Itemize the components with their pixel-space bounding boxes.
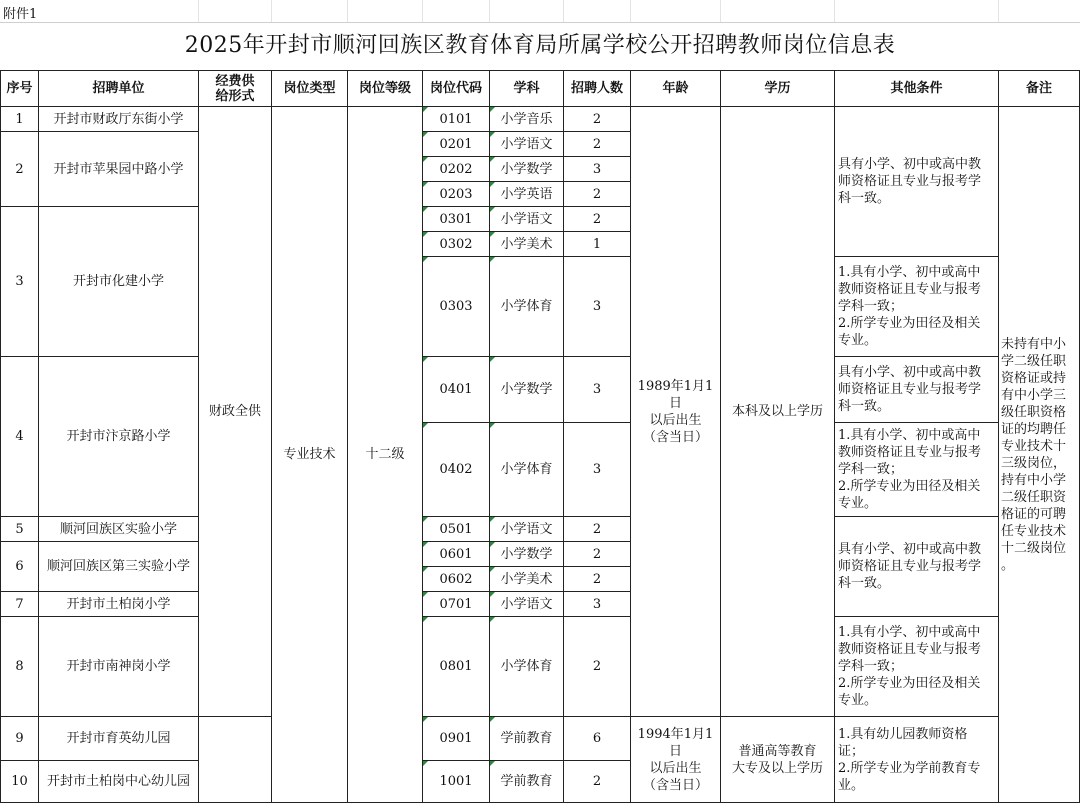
header-count: 招聘人数: [564, 71, 631, 107]
cell-seq: 8: [1, 617, 39, 717]
cell-subject: 小学音乐: [490, 107, 564, 132]
page-title: 2025年开封市顺河回族区教育体育局所属学校公开招聘教师岗位信息表: [184, 33, 896, 58]
cell-subject: 小学美术: [490, 232, 564, 257]
cell-subject: 小学数学: [490, 357, 564, 423]
cell-code: 0201: [423, 132, 490, 157]
cell-subject: 小学语文: [490, 517, 564, 542]
cell-unit: 开封市财政厅东街小学: [39, 107, 199, 132]
cell-code: 0601: [423, 542, 490, 567]
cell-education: 普通高等教育 大专及以上学历: [721, 717, 835, 803]
cell-unit: 开封市南神岗小学: [39, 617, 199, 717]
cell-unit: 开封市汴京路小学: [39, 357, 199, 517]
cell-code: 0203: [423, 182, 490, 207]
cell-code: 0302: [423, 232, 490, 257]
cell-subject: 小学体育: [490, 423, 564, 517]
header-code: 岗位代码: [423, 71, 490, 107]
cell-subject: 学前教育: [490, 717, 564, 761]
cell-conditions: 具有小学、初中或高中教 师资格证且专业与报考学 科一致。: [835, 107, 999, 257]
cell-unit: 开封市土柏岗小学: [39, 592, 199, 617]
header-funding: 经费供 给形式: [199, 71, 272, 107]
grid-divider: [630, 0, 631, 22]
grid-divider: [347, 0, 348, 22]
cell-seq: 3: [1, 207, 39, 357]
cell-count: 2: [564, 617, 631, 717]
cell-count: 3: [564, 592, 631, 617]
cell-count: 2: [564, 761, 631, 803]
cell-conditions: 具有小学、初中或高中教 师资格证且专业与报考学 科一致。: [835, 357, 999, 423]
cell-code: 0303: [423, 257, 490, 357]
cell-count: 2: [564, 517, 631, 542]
cell-funding: [199, 717, 272, 803]
header-age: 年龄: [631, 71, 721, 107]
cell-count: 3: [564, 357, 631, 423]
cell-code: 0901: [423, 717, 490, 761]
cell-post-type: 专业技术: [272, 107, 348, 803]
grid-divider: [271, 0, 272, 22]
cell-code: 0202: [423, 157, 490, 182]
table-row: [1, 517, 1080, 542]
cell-seq: 7: [1, 592, 39, 617]
cell-subject: 小学美术: [490, 567, 564, 592]
header-row: [1, 71, 1080, 107]
header-other: 其他条件: [835, 71, 999, 107]
cell-unit: 开封市土柏岗中心幼儿园: [39, 761, 199, 803]
header-remark: 备注: [999, 71, 1080, 107]
grid-divider: [563, 0, 564, 22]
cell-age: 1989年1月1日 以后出生 （含当日）: [631, 107, 721, 717]
header-subject: 学科: [490, 71, 564, 107]
grid-divider: [720, 0, 721, 22]
cell-count: 2: [564, 207, 631, 232]
cell-code: 0602: [423, 567, 490, 592]
cell-subject: 小学语文: [490, 592, 564, 617]
cell-count: 2: [564, 182, 631, 207]
cell-funding: 财政全供: [199, 107, 272, 717]
cell-count: 1: [564, 232, 631, 257]
cell-code: 0101: [423, 107, 490, 132]
cell-post-level: 十二级: [348, 107, 423, 803]
cell-conditions: 1.具有小学、初中或高中 教师资格证且专业与报考 学科一致； 2.所学专业为田径及相关 专业。: [835, 257, 999, 357]
grid-divider: [834, 0, 835, 22]
cell-count: 2: [564, 567, 631, 592]
cell-unit: 顺河回族区第三实验小学: [39, 542, 199, 592]
table-row: [1, 717, 1080, 761]
cell-subject: 小学体育: [490, 617, 564, 717]
cell-conditions: 具有小学、初中或高中教 师资格证且专业与报考学 科一致。: [835, 517, 999, 617]
table-row: [1, 617, 1080, 717]
cell-conditions: 1.具有幼儿园教师资格 证； 2.所学专业为学前教育专 业。: [835, 717, 999, 803]
cell-seq: 1: [1, 107, 39, 132]
cell-subject: 小学数学: [490, 157, 564, 182]
cell-conditions: 1.具有小学、初中或高中 教师资格证且专业与报考 学科一致； 2.所学专业为田径及相关 专业。: [835, 617, 999, 717]
cell-subject: 小学英语: [490, 182, 564, 207]
cell-remark: 未持有中小 学二级任职 资格证或持 有中小学三 级任职资格 证的均聘任 专业技术十 三级岗位， 持有中小学 二级任职资 格证的可聘 任专业技术 十二级岗位 。: [999, 107, 1080, 803]
header-level: 岗位等级: [348, 71, 423, 107]
table-row: [1, 357, 1080, 423]
cell-count: 2: [564, 542, 631, 567]
header-seq: 序号: [1, 71, 39, 107]
cell-age: 1994年1月1日 以后出生 （含当日）: [631, 717, 721, 803]
cell-seq: 4: [1, 357, 39, 517]
cell-unit: 开封市育英幼儿园: [39, 717, 199, 761]
cell-code: 0701: [423, 592, 490, 617]
cell-education: 本科及以上学历: [721, 107, 835, 717]
cell-count: 6: [564, 717, 631, 761]
cell-seq: 6: [1, 542, 39, 592]
cell-count: 2: [564, 132, 631, 157]
grid-divider: [998, 0, 999, 22]
cell-count: 3: [564, 257, 631, 357]
cell-unit: 开封市化建小学: [39, 207, 199, 357]
cell-subject: 学前教育: [490, 761, 564, 803]
grid-divider: [198, 0, 199, 22]
cell-seq: 10: [1, 761, 39, 803]
cell-seq: 5: [1, 517, 39, 542]
grid-divider: [422, 0, 423, 22]
cell-unit: 顺河回族区实验小学: [39, 517, 199, 542]
cell-code: 0401: [423, 357, 490, 423]
recruitment-table: [0, 70, 1080, 803]
cell-code: 0402: [423, 423, 490, 517]
cell-code: 0301: [423, 207, 490, 232]
grid-divider: [489, 0, 490, 22]
cell-seq: 2: [1, 132, 39, 207]
cell-conditions: 1.具有小学、初中或高中 教师资格证且专业与报考 学科一致； 2.所学专业为田径及相关 专业。: [835, 423, 999, 517]
cell-subject: 小学体育: [490, 257, 564, 357]
cell-code: 0801: [423, 617, 490, 717]
cell-code: 1001: [423, 761, 490, 803]
cell-subject: 小学语文: [490, 207, 564, 232]
cell-count: 3: [564, 157, 631, 182]
cell-seq: 9: [1, 717, 39, 761]
cell-unit: 开封市苹果园中路小学: [39, 132, 199, 207]
cell-count: 2: [564, 107, 631, 132]
header-type: 岗位类型: [272, 71, 348, 107]
cell-code: 0501: [423, 517, 490, 542]
cell-subject: 小学语文: [490, 132, 564, 157]
annex-label: 附件1: [3, 7, 38, 22]
cell-subject: 小学数学: [490, 542, 564, 567]
cell-count: 3: [564, 423, 631, 517]
header-edu: 学历: [721, 71, 835, 107]
table-row: [1, 107, 1080, 132]
header-unit: 招聘单位: [39, 71, 199, 107]
